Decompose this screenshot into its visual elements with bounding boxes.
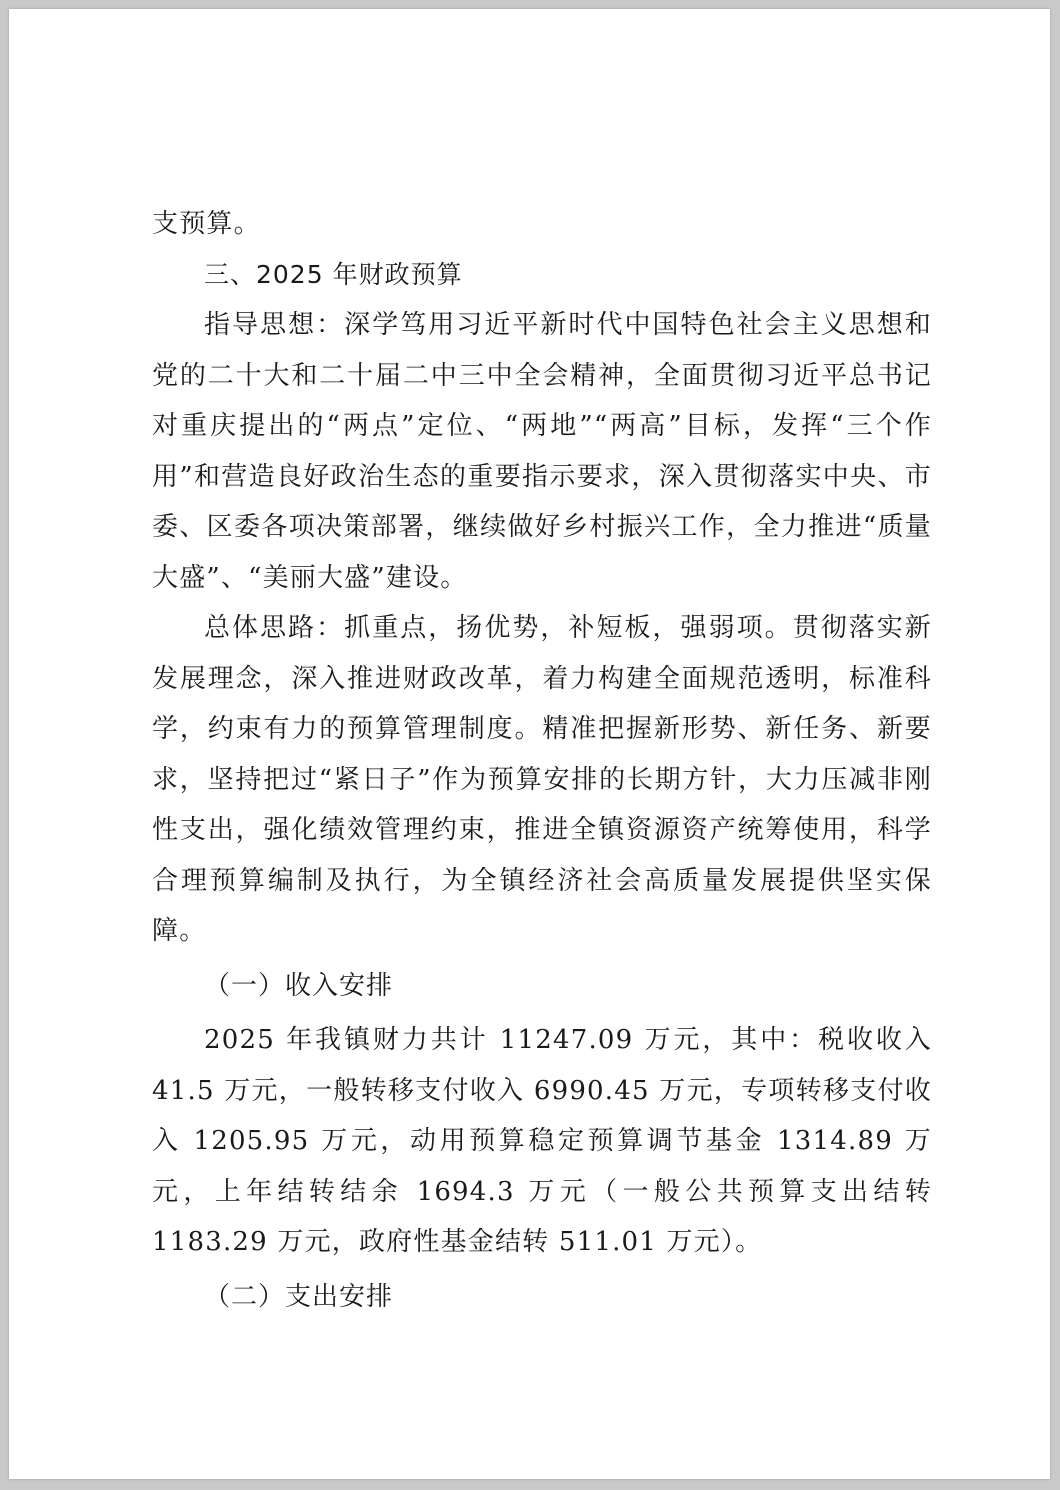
overall-approach-paragraph: 总体思路：抓重点，扬优势，补短板，强弱项。贯彻落实新发展理念，深入推进财政改革，着力构建全面规范透明，标准科学，约束有力的预算管理制度。精准把握新形势、新任务、新要求，坚持把过“紧日子”作为预算安排的长期方针，大力压减非刚性支出，强化绩效管理约束，推进全镇资源资产统筹使用，科学合理预算编制及执行，为全镇经济社会高质量发展提供坚实保障。 bbox=[152, 613, 932, 946]
document-body bbox=[152, 199, 932, 1322]
income-paragraph: 2025 年我镇财力共计 11247.09 万元，其中：税收收入 41.5 万元，一般转移支付收入 6990.45 万元，专项转移支付收入 1205.95 万元，动用预算稳定预算调节基金 1314.89 万元，上年结转结余 1694.3 万元（一般公共预算支出结转 1183.29 万元，政府性基金结转 511.01 万元）。 bbox=[152, 1025, 932, 1257]
section-title: 三、2025 年财政预算 bbox=[204, 259, 463, 289]
guiding-thought-paragraph: 指导思想：深学笃用习近平新时代中国特色社会主义思想和党的二十大和二十届二中三中全会精神，全面贯彻习近平总书记对重庆提出的“两点”定位、“两地”“两高”目标，发挥“三个作用”和营造良好政治生态的重要指示要求，深入贯彻落实中央、市委、区委各项决策部署，继续做好乡村振兴工作，全力推进“质量大盛”、“美丽大盛”建设。 bbox=[152, 310, 932, 593]
carryover-text: 支预算。 bbox=[152, 209, 261, 239]
expense-heading: （二）支出安排 bbox=[204, 1281, 394, 1312]
document-page bbox=[9, 9, 1050, 1479]
income-heading: （一）收入安排 bbox=[204, 970, 394, 1001]
